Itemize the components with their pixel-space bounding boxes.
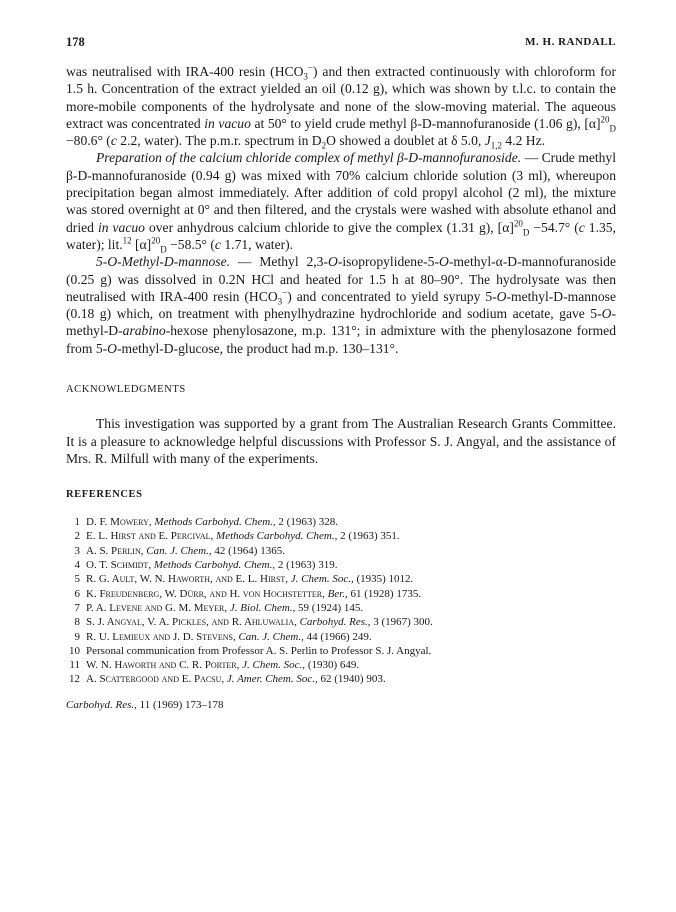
reference-text: A. Scattergood and E. Pacsu, J. Amer. Chem. Soc., 62 (1940) 903.	[86, 673, 386, 686]
reference-text: W. N. Haworth and C. R. Porter, J. Chem. Soc., (1930) 649.	[86, 659, 360, 672]
reference-text: K. Freudenberg, W. Dürr, and H. von Hochstetter, Ber., 61 (1928) 1735.	[86, 587, 422, 600]
reference-item	[66, 615, 616, 629]
reference-number: 11	[69, 659, 80, 672]
acknowledgments-text: This investigation was supported by a grant from The Australian Research Grants Committee. It is a pleasure to acknowledge helpful discussions with Professor S. J. Angyal, and the assistance of Mrs. R. Milfull with many of the experiments.	[66, 416, 616, 467]
reference-number: 12	[69, 673, 80, 686]
acknowledgments-heading: ACKNOWLEDGMENTS	[66, 384, 186, 396]
reference-item	[66, 601, 616, 615]
reference-number: 1	[74, 516, 80, 529]
running-head	[66, 34, 616, 54]
reference-text: E. L. Hirst and E. Percival, Methods Carbohyd. Chem., 2 (1963) 351.	[86, 530, 400, 543]
reference-list	[66, 515, 616, 687]
reference-number: 6	[74, 587, 80, 600]
page-number: 178	[66, 35, 85, 49]
body-text	[66, 63, 616, 357]
reference-text: P. A. Levene and G. M. Meyer, J. Biol. Chem., 59 (1924) 145.	[86, 601, 364, 614]
reference-item	[66, 672, 616, 686]
reference-item	[66, 587, 616, 601]
reference-text: R. U. Lemieux and J. D. Stevens, Can. J. Chem., 44 (1966) 249.	[86, 630, 372, 643]
reference-number: 4	[74, 559, 80, 572]
reference-item	[66, 558, 616, 572]
reference-item	[66, 644, 616, 658]
reference-text: R. G. Ault, W. N. Haworth, and E. L. Hirst, J. Chem. Soc., (1935) 1012.	[86, 573, 414, 586]
reference-number: 10	[69, 644, 80, 657]
running-author: M. H. RANDALL	[525, 36, 616, 48]
page	[66, 34, 616, 714]
subsection-title: 5-O-Methyl-D-mannose.	[96, 254, 231, 270]
reference-number: 3	[74, 544, 80, 557]
subsection-title: Preparation of the calcium chloride complex of methyl β-D-mannofuranoside.	[96, 150, 522, 166]
reference-item	[66, 658, 616, 672]
paragraph-methyl-mannose: 5-O-Methyl-D-mannose. — Methyl 2,3-O-isopropylidene-5-O-methyl-α-D-mannofuranoside (0.25 g) was dissolved in 0.2N HCl and heated for 1.5 h at 80–90°. The hydrolysate was then neutralised with IRA-400 resin $(HCO_3^-)$ and concentrated to yield syrupy 5-O-methyl-D-mannose (0.18 g) which, on treatment with phenylhydrazine hydrochloride and sodium acetate, gave 5-O-methyl-D-arabino-hexose phenylosazone, m.p. 131°; in admixture with the phenylosazone formed from 5-O-methyl-D-glucose, the product had m.p. 130–131°.	[66, 254, 616, 356]
paragraph-calcium-complex: Preparation of the calcium chloride complex of methyl β-D-mannofuranoside. — Crude methyl β-D-mannofuranoside (0.94 g) was mixed with 70% calcium chloride solution (3 ml), whereupon precipitation began almost immediately. After addition of cold propyl alcohol (2 ml), the mixture was stored overnight at 0° and then filtered, and the crystals were washed with absolute ethanol and dried in vacuo over anhydrous calcium chloride to give the complex (1.31 g), $[\alpha]^{20}_D -54.7^\circ$ (c 1.35, water); lit.$^{12}$ $[\alpha]^{20}_D -58.5^\circ$ (c 1.71, water).	[66, 150, 616, 255]
reference-number: 7	[74, 601, 80, 614]
reference-text: Personal communication from Professor A. S. Perlin to Professor S. J. Angyal.	[86, 644, 432, 657]
reference-text: S. J. Angyal, V. A. Pickles, and R. Ahluwalia, Carbohyd. Res., 3 (1967) 300.	[86, 616, 433, 629]
reference-text: O. T. Schmidt, Methods Carbohyd. Chem., 2 (1963) 319.	[86, 559, 338, 572]
journal-footer: Carbohyd. Res., 11 (1969) 173–178	[66, 698, 224, 711]
reference-text: A. S. Perlin, Can. J. Chem., 42 (1964) 1365.	[86, 544, 285, 557]
reference-number: 2	[74, 530, 80, 543]
reference-number: 8	[74, 616, 80, 629]
reference-item	[66, 529, 616, 543]
reference-item	[66, 572, 616, 586]
reference-text: D. F. Mowery, Methods Carbohyd. Chem., 2 (1963) 328.	[86, 516, 338, 529]
paragraph-neutralisation: was neutralised with IRA-400 resin $(HCO_3^-)$ and then extracted continuously with chloroform for 1.5 h. Concentration of the extract yielded an oil (0.12 g), which was shown by t.l.c. to contain the more-mobile components of the hydrolysate and none of the slow-moving material. The aqueous extract was concentrated in vacuo at 50° to yield crude methyl β-D-mannofuranoside (1.06 g), $[\alpha]^{20}_D -80.6^\circ$ (c 2.2, water). The p.m.r. spectrum in $D_2O$ showed a doublet at δ 5.0, $J_{1,2}$ 4.2 Hz.	[66, 62, 617, 151]
reference-number: 9	[74, 630, 80, 643]
references-heading: REFERENCES	[66, 488, 143, 500]
reference-number: 5	[74, 573, 80, 586]
reference-item	[66, 630, 616, 644]
reference-item	[66, 544, 616, 558]
reference-item	[66, 515, 616, 529]
